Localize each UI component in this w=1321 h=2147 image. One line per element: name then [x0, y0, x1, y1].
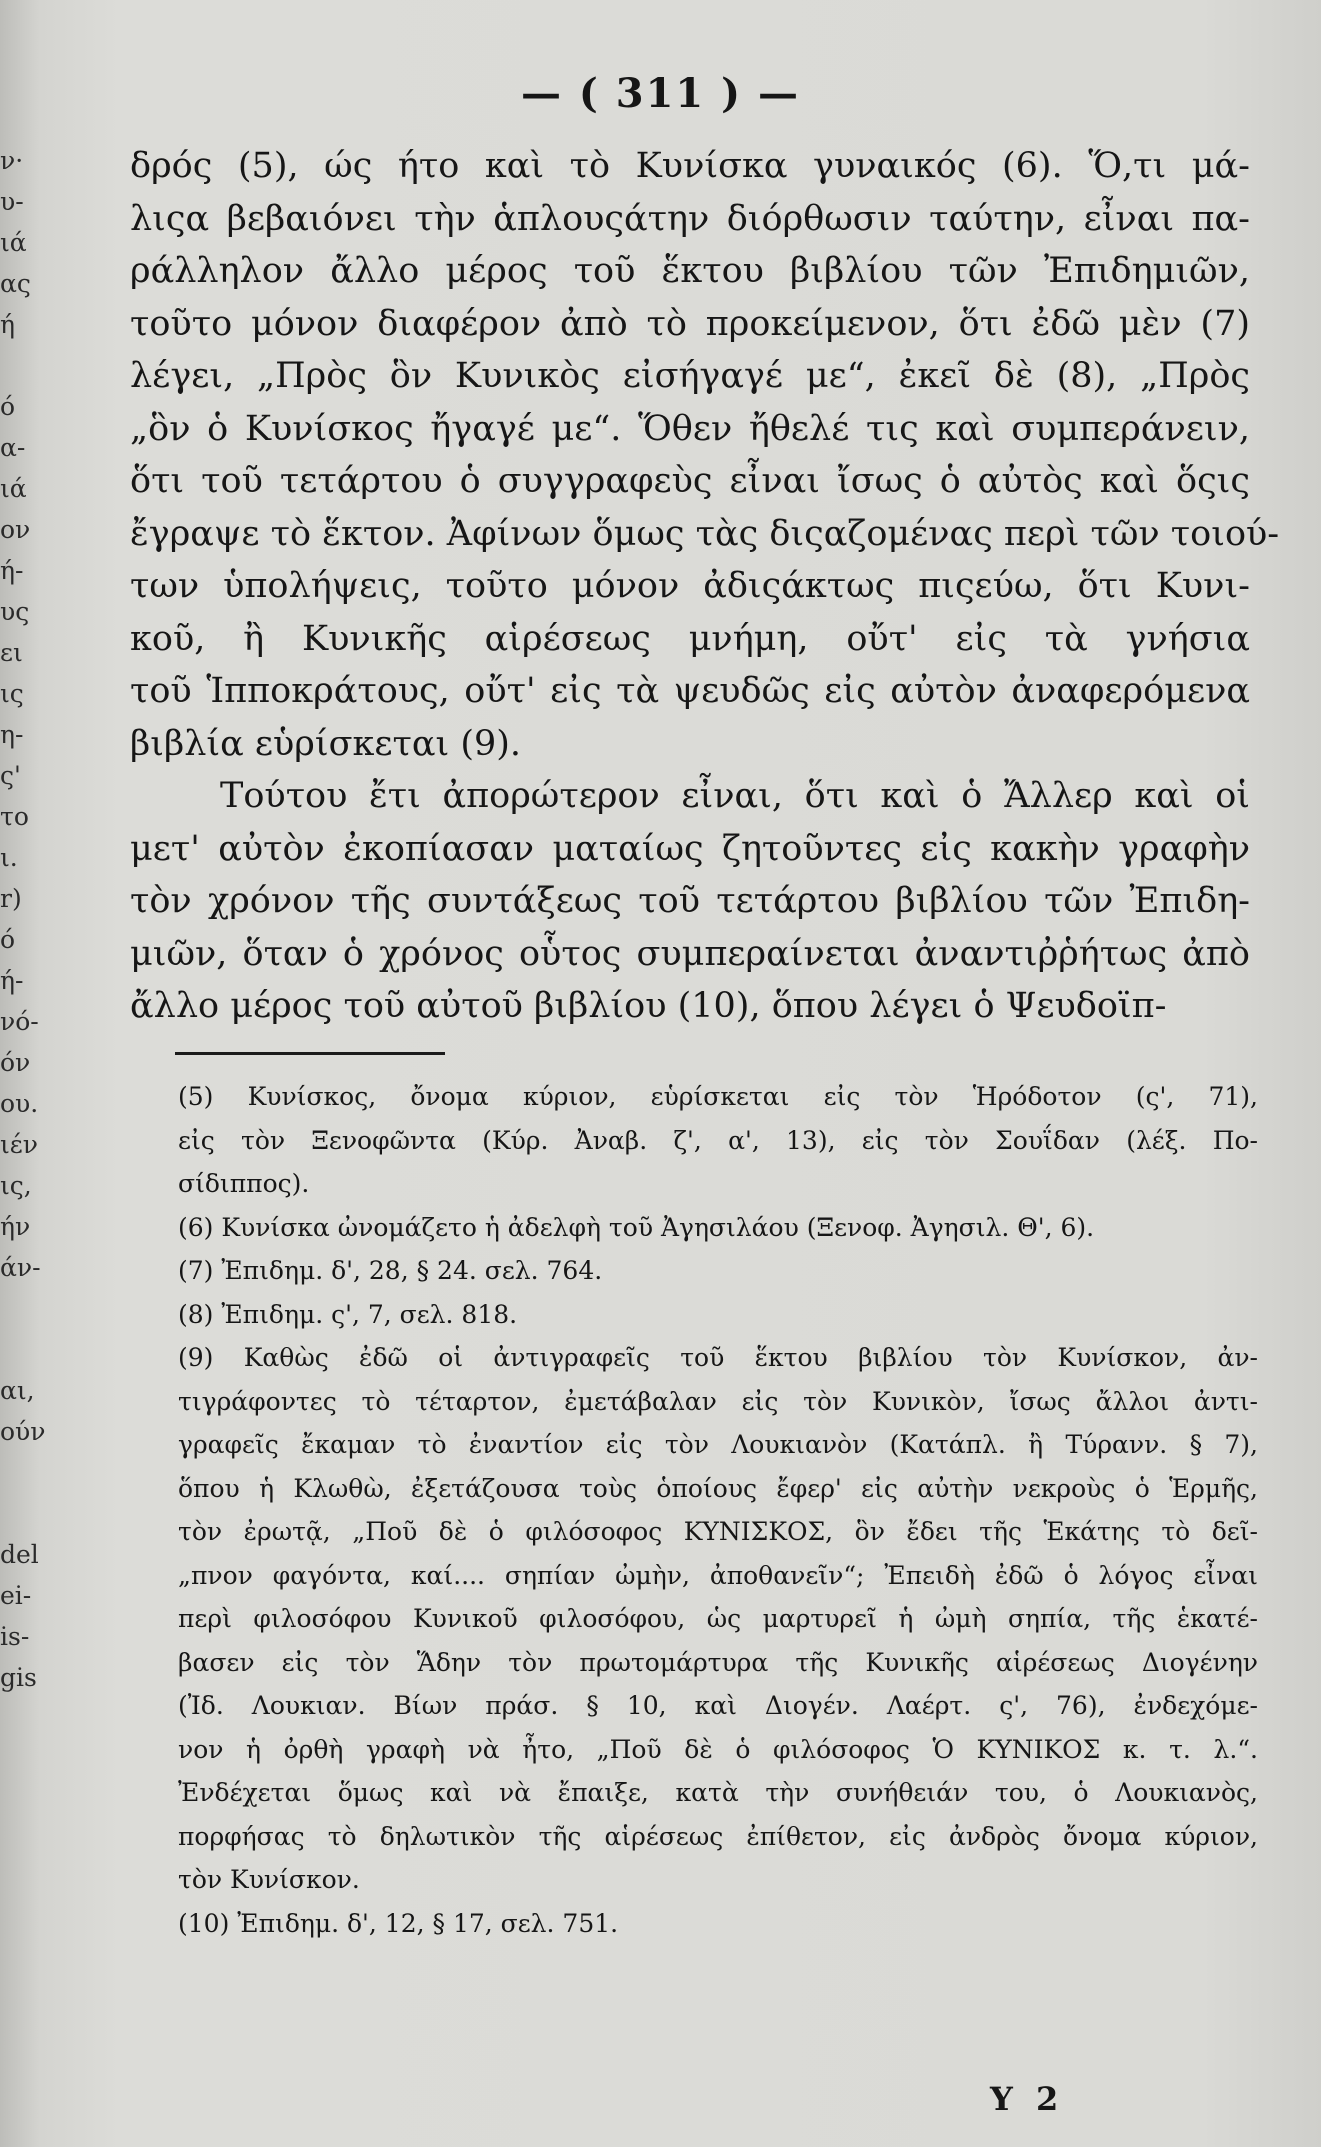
- gutter-fragment: υ-: [0, 187, 24, 216]
- footnote-line: γραφεῖς ἔκαμαν τὸ ἐναντίον εἰς τὸν Λουκιανὸν (Κατάπλ. ἢ Τύρανν. § 7),: [178, 1430, 1258, 1459]
- body-line: τοῦ Ἱπποκράτους, οὔτ' εἰς τὰ ψευδῶς εἰς αὐτὸν ἀναφερόμενα: [130, 671, 1250, 711]
- gutter-fragment: ας: [0, 269, 31, 298]
- body-line: ἄλλο μέρος τοῦ αὐτοῦ βιβλίου (10), ὅπου λέγει ὁ Ψευδοϊπ-: [130, 986, 1167, 1026]
- footnotes: [178, 1075, 1258, 1945]
- body-line: Τούτου ἔτι ἀπορώτερον εἶναι, ὅτι καὶ ὁ Ἄλλερ καὶ οἱ: [220, 776, 1250, 816]
- gutter-fragment: ούν: [0, 1417, 46, 1446]
- main-text: [130, 140, 1280, 1033]
- gutter-fragment: [0, 1493, 38, 1534]
- footnote-separator-rule: [175, 1052, 445, 1055]
- body-line: λιςα βεβαιόνει τὴν ἁπλουςάτην διόρθωσιν ταύτην, εἶναι πα-: [130, 198, 1250, 239]
- body-line: ράλληλον ἄλλο μέρος τοῦ ἕκτου βιβλίου τῶν Ἐπιδημιῶν,: [130, 251, 1250, 291]
- gutter-fragment: ή: [0, 310, 15, 339]
- footnote-line: βασεν εἰς τὸν Ἅδην τὸν πρωτομάρτυρα τῆς Κυνικῆς αἱρέσεως Διογένην: [178, 1647, 1258, 1677]
- page-header: [0, 70, 1321, 117]
- gutter-fragment: ει: [0, 638, 23, 667]
- gutter-fragment: is-: [0, 1622, 30, 1651]
- gutter-fragment: νό-: [0, 1007, 39, 1036]
- footnote-line: „πνον φαγόντα, καί.... σηπίαν ὠμὴν, ἀποθανεῖν“; Ἐπειδὴ ἐδῶ ὁ λόγος εἶναι: [178, 1560, 1258, 1590]
- gutter-fragment: [0, 1329, 38, 1370]
- body-line: „ὃν ὁ Κυνίσκος ἤγαγέ με“. Ὅθεν ἤθελέ τις καὶ συμπεράνειν,: [130, 408, 1250, 449]
- body-line: βιβλία εὑρίσκεται (9).: [130, 723, 522, 764]
- gutter-fragment: ό: [0, 392, 16, 421]
- footnote-line: τὸν ἐρωτᾷ, „Ποῦ δὲ ὁ φιλόσοφος ΚΥΝΙΣΚΟΣ, ὃν ἔδει τῆς Ἑκάτης τὸ δεῖ-: [178, 1517, 1258, 1546]
- gutter-fragment: ου.: [0, 1089, 39, 1118]
- gutter-fragment: ς': [0, 761, 21, 790]
- gutter-fragment: ις,: [0, 1171, 32, 1200]
- footnote-line: πορφήσας τὸ δηλωτικὸν τῆς αἱρέσεως ἐπίθετον, εἰς ἀνδρὸς ὄνομα κύριον,: [178, 1821, 1258, 1851]
- gutter-fragment: gis: [0, 1663, 37, 1692]
- gutter-fragment: ον: [0, 515, 31, 544]
- gutter-fragment: ιέν: [0, 1130, 38, 1159]
- footnote-line: (Ἰδ. Λουκιαν. Βίων πράσ. § 10, καὶ Διογέν. Λαέρτ. ς', 76), ἐνδεχόμε-: [178, 1691, 1258, 1720]
- footnote-line: ὅπου ἡ Κλωθὼ, ἐξετάζουσα τοὺς ὁποίους ἔφερ' εἰς αὐτὴν νεκροὺς ὁ Ἑρμῆς,: [178, 1473, 1258, 1503]
- body-line: ἔγραψε τὸ ἕκτον. Ἀφίνων ὅμως τὰς διςαζομένας περὶ τῶν τοιού-: [130, 513, 1280, 554]
- footnote-line: νον ἡ ὀρθὴ γραφὴ νὰ ἦτο, „Ποῦ δὲ ὁ φιλόσοφος Ὁ ΚΥΝΙΚΟΣ κ. τ. λ.“.: [178, 1734, 1258, 1764]
- gutter-fragment: ό: [0, 925, 16, 954]
- gutter-fragment: το: [0, 802, 29, 831]
- footnote-line: εἰς τὸν Ξενοφῶντα (Κύρ. Ἀναβ. ζ', α', 13), εἰς τὸν Σουΐδαν (λέξ. Πο-: [178, 1125, 1258, 1155]
- gutter-fragment: αι,: [0, 1376, 35, 1405]
- body-line: δρός (5), ώς ήτο καὶ τὸ Κυνίσκα γυναικός (6). Ὅ,τι μά-: [130, 146, 1250, 186]
- footnote-line: (10) Ἐπιδημ. δ', 12, § 17, σελ. 751.: [178, 1908, 619, 1938]
- gutter-fragment: ήν: [0, 1212, 31, 1241]
- gutter-fragment: ή-: [0, 966, 24, 995]
- gutter-fragment: α-: [0, 433, 26, 462]
- page-number: — ( 311 ) —: [520, 70, 801, 117]
- gutter-fragment: υς: [0, 597, 30, 626]
- signature-mark: Υ 2: [990, 2080, 1065, 2118]
- body-line: μετ' αὐτὸν ἐκοπίασαν ματαίως ζητοῦντες εἰς κακὴν γραφὴν: [130, 828, 1250, 869]
- footnote-line: (7) Ἐπιδημ. δ', 28, § 24. σελ. 764.: [178, 1256, 603, 1285]
- gutter-fragment: ν·: [0, 146, 24, 175]
- footnote-line: περὶ φιλοσόφου Κυνικοῦ φιλοσόφου, ὡς μαρτυρεῖ ἡ ὠμὴ σηπία, τῆς ἑκατέ-: [178, 1604, 1258, 1633]
- gutter-fragment: r): [0, 884, 22, 913]
- previous-page-gutter: [0, 140, 46, 2080]
- gutter-fragment: ή-: [0, 556, 24, 585]
- body-line: τοῦτο μόνον διαφέρον ἀπὸ τὸ προκείμενον, ὅτι ἐδῶ μὲν (7): [130, 303, 1250, 344]
- body-line: τὸν χρόνον τῆς συντάξεως τοῦ τετάρτου βιβλίου τῶν Ἐπιδη-: [130, 881, 1250, 921]
- footnote-line: (6) Κυνίσκα ὠνομάζετο ἡ ἀδελφὴ τοῦ Ἀγησιλάου (Ξενοφ. Ἀγησιλ. Θ', 6).: [178, 1212, 1095, 1242]
- gutter-fragment: ei-: [0, 1581, 32, 1610]
- gutter-fragment: άν-: [0, 1253, 41, 1282]
- gutter-fragment: [0, 345, 38, 386]
- footnote-line: (5) Κυνίσκος, ὄνομα κύριον, εὑρίσκεται εἰς τὸν Ἡρόδοτον (ς', 71),: [178, 1082, 1258, 1111]
- body-line: ὅτι τοῦ τετάρτου ὁ συγγραφεὺς εἶναι ἴσως ὁ αὐτὸς καὶ ὅςις: [130, 461, 1250, 501]
- gutter-fragment: ι.: [0, 843, 18, 872]
- gutter-fragment: η-: [0, 720, 24, 749]
- gutter-fragment: [0, 1452, 38, 1493]
- body-line: μιῶν, ὅταν ὁ χρόνος οὗτος συμπεραίνεται ἀναντιῤῥήτως ἀπὸ: [130, 933, 1250, 974]
- footnote-line: τὸν Κυνίσκον.: [178, 1865, 360, 1894]
- gutter-fragment: [0, 1288, 38, 1329]
- gutter-fragment: ιά: [0, 474, 27, 503]
- footnote-line: (8) Ἐπιδημ. ς', 7, σελ. 818.: [178, 1299, 518, 1329]
- gutter-fragment: ιά: [0, 228, 27, 257]
- body-line: κοῦ, ἢ Κυνικῆς αἱρέσεως μνήμη, οὔτ' εἰς τὰ γνήσια: [130, 618, 1250, 659]
- footnote-line: Ἐνδέχεται ὅμως καὶ νὰ ἔπαιξε, κατὰ τὴν συνήθειάν του, ὁ Λουκιανὸς,: [178, 1778, 1258, 1807]
- body-line: λέγει, „Πρὸς ὃν Κυνικὸς εἰσήγαγέ με“, ἐκεῖ δὲ (8), „Πρὸς: [130, 356, 1250, 396]
- gutter-fragment: del: [0, 1540, 39, 1569]
- gutter-fragment: όν: [0, 1048, 31, 1077]
- body-line: των ὑπολήψεις, τοῦτο μόνον ἀδιςάκτως πιςεύω, ὅτι Κυνι-: [130, 566, 1250, 606]
- footnote-line: σίδιππος).: [178, 1169, 310, 1198]
- footnote-line: (9) Καθὼς ἐδῶ οἱ ἀντιγραφεῖς τοῦ ἕκτου βιβλίου τὸν Κυνίσκον, ἀν-: [178, 1343, 1258, 1372]
- footnote-line: τιγράφοντες τὸ τέταρτον, ἐμετάβαλαν εἰς τὸν Κυνικὸν, ἴσως ἄλλοι ἀντι-: [178, 1386, 1258, 1416]
- gutter-fragment: ις: [0, 679, 24, 708]
